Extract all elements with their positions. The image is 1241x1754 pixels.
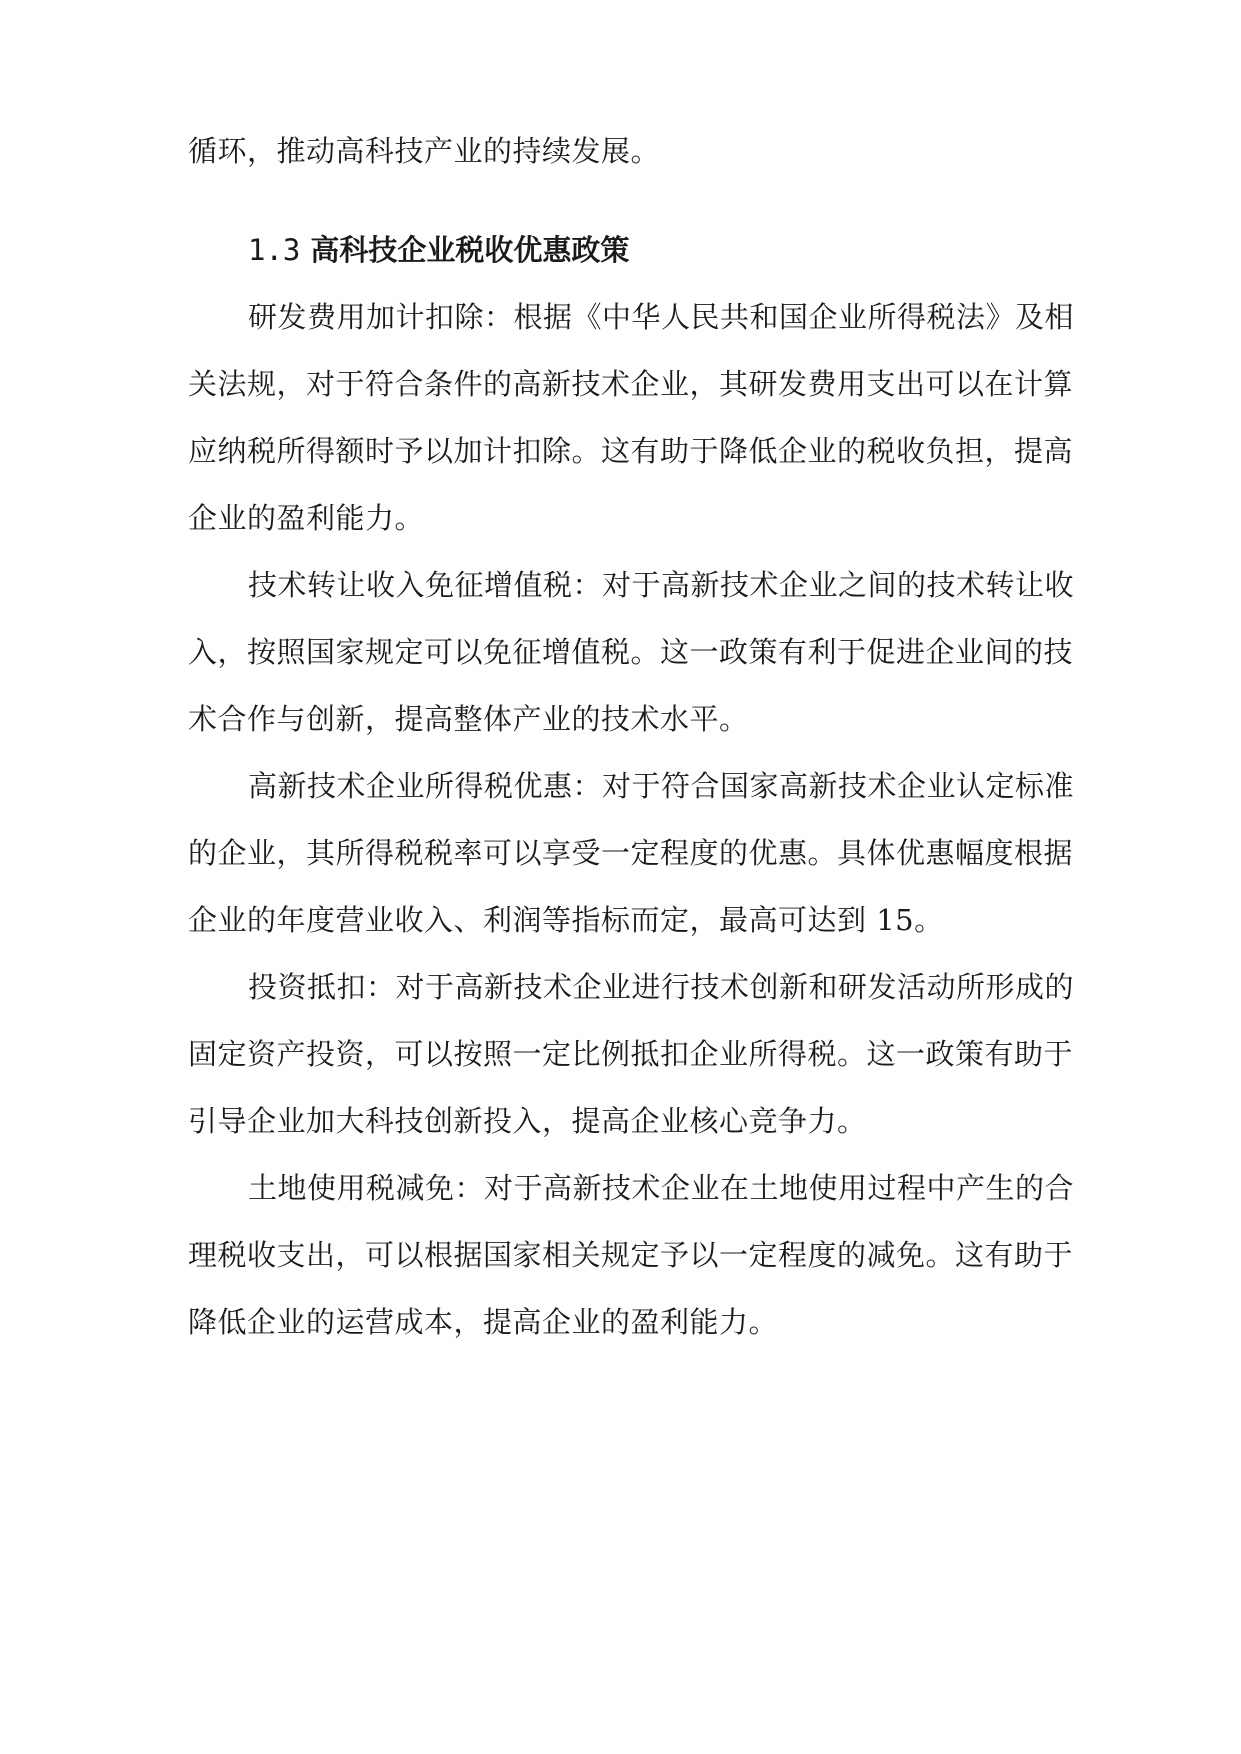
paragraph-4-line-3: 引导企业加大科技创新投入，提高企业核心竞争力。 [188, 1104, 867, 1138]
section-number: 1.3 [248, 233, 301, 267]
section-title: 高科技企业税收优惠政策 [310, 233, 630, 267]
paragraph-2-line-2: 入，按照国家规定可以免征增值税。这一政策有利于促进企业间的技 [188, 635, 1074, 669]
paragraph-5-line-3: 降低企业的运营成本，提高企业的盈利能力。 [188, 1305, 779, 1339]
paragraph-1-line-2: 关法规，对于符合条件的高新技术企业，其研发费用支出可以在计算 [188, 367, 1074, 401]
paragraph-3-line-1: 高新技术企业所得税优惠：对于符合国家高新技术企业认定标准 [248, 769, 1075, 803]
paragraph-5-line-1: 土地使用税减免：对于高新技术企业在土地使用过程中产生的合 [248, 1171, 1075, 1205]
section-heading [248, 230, 1054, 270]
paragraph-2-line-1: 技术转让收入免征增值税：对于高新技术企业之间的技术转让收 [248, 568, 1075, 602]
paragraph-4-line-2: 固定资产投资，可以按照一定比例抵扣企业所得税。这一政策有助于 [188, 1037, 1074, 1071]
intro-tail-line: 循环，推动高科技产业的持续发展。 [188, 134, 661, 168]
paragraph-3-line-3: 企业的年度营业收入、利润等指标而定，最高可达到 15。 [188, 903, 944, 937]
paragraph-1-line-4: 企业的盈利能力。 [188, 501, 425, 535]
paragraph-3-line-2: 的企业，其所得税税率可以享受一定程度的优惠。具体优惠幅度根据 [188, 836, 1074, 870]
paragraph-5-line-2: 理税收支出，可以根据国家相关规定予以一定程度的减免。这有助于 [188, 1238, 1074, 1272]
paragraph-4-line-1: 投资抵扣：对于高新技术企业进行技术创新和研发活动所形成的 [248, 970, 1075, 1004]
paragraph-1-line-3: 应纳税所得额时予以加计扣除。这有助于降低企业的税收负担，提高 [188, 434, 1074, 468]
paragraph-2-line-3: 术合作与创新，提高整体产业的技术水平。 [188, 702, 749, 736]
paragraph-1-line-1: 研发费用加计扣除：根据《中华人民共和国企业所得税法》及相 [248, 300, 1075, 334]
